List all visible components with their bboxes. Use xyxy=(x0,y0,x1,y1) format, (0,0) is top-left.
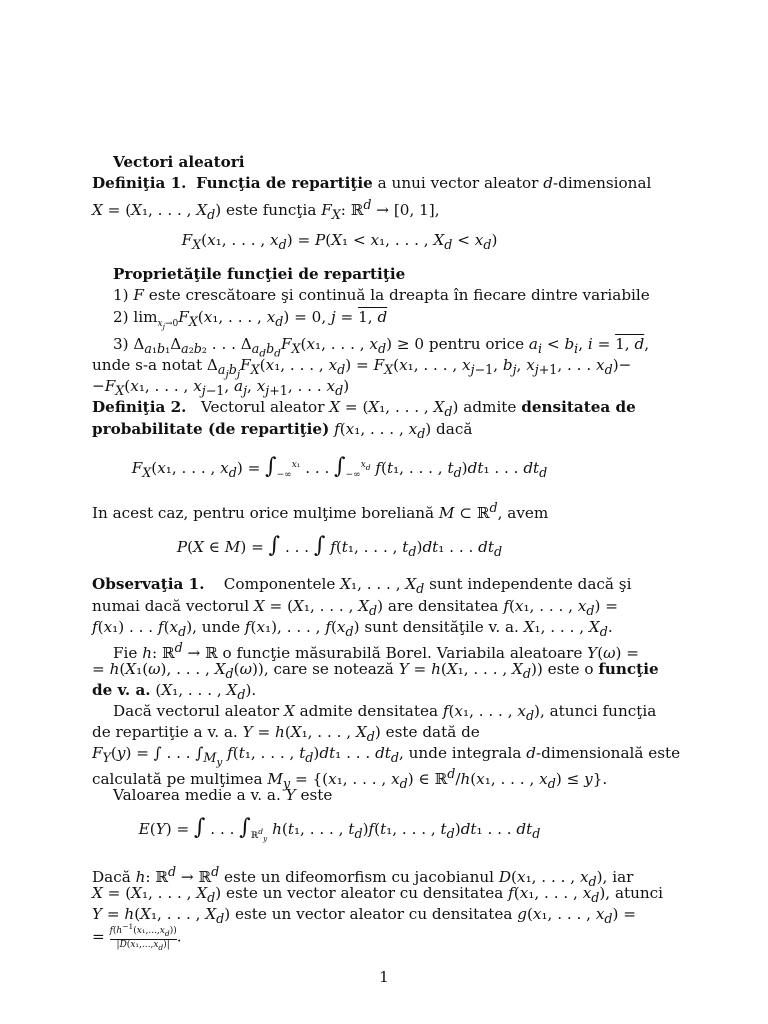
text-line: $F_X(x_1$, . . . , $x_d) = P(X_1 < x_1$, . . . , $X_d < x_d$) xyxy=(181,231,498,253)
text-line: $F_X(x_1$, . . . , $x_d) = \int_{-\infty}^{x_1}$ . . . $\int_{-\infty}^{x_d}$ f(t₁, . . . , $t_d)dt_1$ . . . $dt_d$ xyxy=(131,454,548,481)
text-line: Valoarea medie a v. a. Y este xyxy=(113,786,333,804)
text-line: Fie h: ℝ$^d$ → ℝ o funcţie măsurabilă Borel. Variabila aleatoare Y(ω) = xyxy=(113,640,639,663)
text-line: Definiţia 1. Funcţia de repartiţie a unui vector aleator d-dimensional xyxy=(92,174,652,192)
text-line: unde s-a notat $\Delta_{a_jb_j}F_X(x_1$, . . . , $x_d) = F_X(x_1$, . . . , $x_{j-1}$, $b_j$, $x_{j+1}$, . . . $x_d)-$ xyxy=(92,356,632,381)
text-line: Definiţia 2. Vectorul aleator X = (X₁, . . . , $X_d$) admite densitatea de xyxy=(92,398,636,420)
text-line: Y = h(X₁, . . . , $X_d$) este un vector aleator cu densitatea g(x₁, . . . , $x_d$) = xyxy=(92,905,636,927)
text-line: Proprietăţile funcţiei de repartiţie xyxy=(113,265,406,283)
text-line: de repartiţie a v. a. Y = h(X₁, . . . , $X_d$) este dată de xyxy=(92,723,480,745)
text-line: = h(X₁(ω), . . . , $X_d(\omega)$), care se notează Y = h(X₁, . . . , $X_d$)) este o funcţie xyxy=(92,660,659,682)
text-line: 1) F este crescătoare şi continuă la dreapta în fiecare dintre variabile xyxy=(113,286,650,304)
text-line: Observaţia 1. Componentele X₁, . . . , $X_d$ sunt independente dacă şi xyxy=(92,575,632,597)
section-title: Vectori aleatori xyxy=(113,153,245,171)
text-line: Dacă h: ℝ$^d$ → ℝ$^d$ este un difeomorfism cu jacobianul D(x₁, . . . , $x_d$), iar xyxy=(92,864,634,890)
text-line: calculată pe mulţimea $M_y = \{(x_1$, . . . , $x_d$) ∈ ℝ$^d$/h(x₁, . . . , $x_d) \le y$}. xyxy=(92,766,608,792)
text-line: X = (X₁, . . . , $X_d$) este funcţia $F_X$: ℝ$^d$ → [0, 1], xyxy=(92,197,440,223)
page-number: 1 xyxy=(379,968,389,986)
text-line: de v. a. (X₁, . . . , $X_d$). xyxy=(92,681,257,703)
text-line: = $\frac{f(h^{-1}(x_1,...,x_d))}{|D(x_1,...,x_d)|}$ . xyxy=(92,922,182,952)
text-line: E(Y) = ∫ . . . $\int_{ℝ^d_y}$ h(t₁, . . . , $t_d)f(t_1$, . . . , $t_d)dt_1$ . . . $dt_d$ xyxy=(138,815,541,843)
text-line: 2) $\lim_{x_j\to 0}F_X(x_1$, . . . , $x_d) = 0$, j = 1, d xyxy=(113,308,388,331)
text-line: f(x₁) . . . $f(x_d)$, unde f(x₁), . . . , $f(x_d)$ sunt densităţile v. a. X₁, . . . , $X_d$. xyxy=(92,618,613,640)
text-line: probabilitate (de repartiţie) f(x₁, . . . , $x_d$) dacă xyxy=(92,420,473,442)
text-line: 3) $\Delta_{a_1b_1}\Delta_{a_2b_2}$ . . . $\Delta_{a_db_d}F_X(x_1$, . . . , $x_d) \ge 0$ pentru orice $a_i < b_i$, i = 1, d, xyxy=(113,335,650,360)
text-line: $-F_X(x_1$, . . . , $x_{j-1}$, $a_j$, $x_{j+1}$, . . . $x_d$) xyxy=(92,377,350,399)
text-line: numai dacă vectorul X = (X₁, . . . , $X_d$) are densitatea f(x₁, . . . , $x_d$) = xyxy=(92,597,619,619)
text-line: P(X ∈ M) = ∫ . . . ∫ f(t₁, . . . , $t_d)dt_1$ . . . $dt_d$ xyxy=(176,533,503,560)
text-line: $F_Y(y)$ = ∫ . . . $\int_{M_y}$ f(t₁, . . . , $t_d)dt_1$ . . . $dt_d$, unde integrala d-dimensională este xyxy=(92,744,681,769)
text-line: X = (X₁, . . . , $X_d$) este un vector aleator cu densitatea f(x₁, . . . , $x_d$), atunci xyxy=(92,884,664,906)
text-line: Dacă vectorul aleator X admite densitatea f(x₁, . . . , $x_d$), atunci funcţia xyxy=(113,702,657,724)
text-line: In acest caz, pentru orice mulţime boreliană M ⊂ ℝ$^d$, avem xyxy=(92,500,549,523)
